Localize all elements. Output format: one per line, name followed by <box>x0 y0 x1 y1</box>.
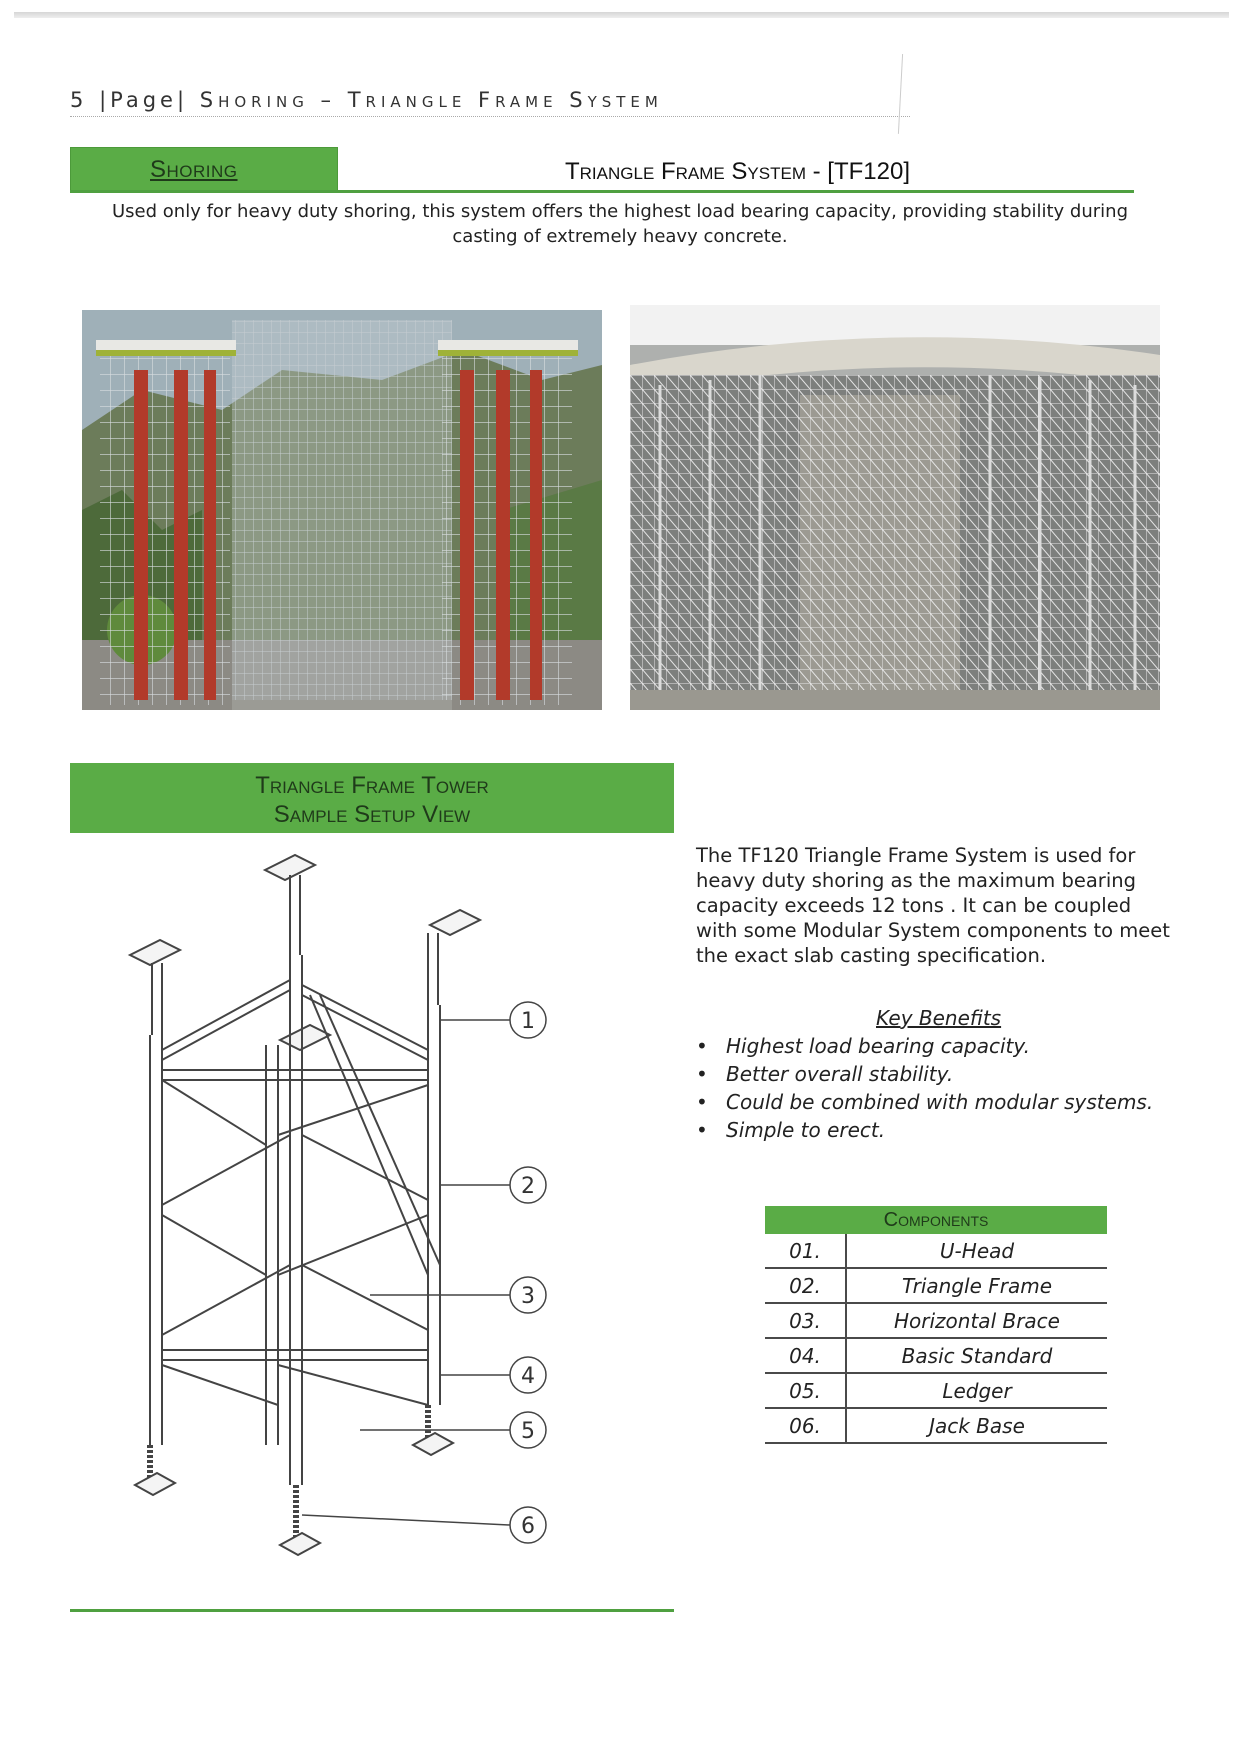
scan-mark <box>898 54 905 134</box>
benefit-item: • Highest load bearing capacity. <box>696 1032 1176 1060</box>
table-row <box>765 1373 1107 1408</box>
callout-3: 3 <box>521 1284 535 1309</box>
page-title: Triangle Frame System - [TF120] <box>565 158 911 185</box>
page-label: |Page| <box>99 88 189 112</box>
header-section-title: Shoring – Triangle Frame System <box>199 88 663 112</box>
table-row <box>765 1408 1107 1443</box>
page-header <box>70 88 663 112</box>
benefit-item: • Could be combined with modular systems. <box>696 1088 1176 1116</box>
jack-base-drawings <box>135 1405 453 1555</box>
component-name: Jack Base <box>846 1408 1107 1443</box>
header-divider <box>70 116 910 117</box>
circular-shoring-photo <box>630 305 1160 710</box>
callout-4: 4 <box>521 1364 535 1389</box>
component-name: Basic Standard <box>846 1338 1107 1373</box>
shoring-label: Shoring <box>150 156 238 183</box>
callout-6: 6 <box>521 1514 535 1539</box>
table-row <box>765 1234 1107 1268</box>
intro-paragraph: Used only for heavy duty shoring, this system offers the highest load bearing capacity, providing stability during casting of extremely heavy concrete. <box>112 201 1128 247</box>
tower-setup-title <box>70 771 674 829</box>
callout-1: 1 <box>521 1009 535 1034</box>
table-row <box>765 1338 1107 1373</box>
tower-setup-title-line1: Triangle Frame Tower <box>255 772 489 799</box>
component-number: 03. <box>765 1303 846 1338</box>
top-scan-line <box>14 12 1229 18</box>
title-rule <box>70 190 1134 193</box>
system-description: The TF120 Triangle Frame System is used for heavy duty shoring as the maximum bearing capacity exceeds 12 tons . It can be coupled with some Modular System components to meet the exact slab casting specification. <box>696 844 1170 967</box>
component-name: Triangle Frame <box>846 1268 1107 1303</box>
key-benefits-title: Key Benefits <box>876 1006 1002 1030</box>
component-number: 05. <box>765 1373 846 1408</box>
component-number: 06. <box>765 1408 846 1443</box>
callout-2: 2 <box>521 1174 535 1199</box>
component-name: Ledger <box>846 1373 1107 1408</box>
table-row <box>765 1268 1107 1303</box>
diagram-bottom-rule <box>70 1609 674 1612</box>
page-number: 5 <box>70 88 88 112</box>
key-benefits-list <box>696 1032 1176 1144</box>
callout-5: 5 <box>521 1419 535 1444</box>
components-header: Components <box>765 1206 1107 1234</box>
component-name: U-Head <box>846 1234 1107 1268</box>
benefit-item: • Better overall stability. <box>696 1060 1176 1088</box>
component-name: Horizontal Brace <box>846 1303 1107 1338</box>
triangle-frame-diagram <box>110 845 670 1605</box>
component-number: 04. <box>765 1338 846 1373</box>
benefit-item: • Simple to erect. <box>696 1116 1176 1144</box>
scaffold-tower-photo <box>82 310 602 710</box>
component-number: 01. <box>765 1234 846 1268</box>
component-number: 02. <box>765 1268 846 1303</box>
tower-setup-title-line2: Sample Setup View <box>273 801 471 828</box>
table-row <box>765 1303 1107 1338</box>
components-table <box>765 1206 1107 1444</box>
